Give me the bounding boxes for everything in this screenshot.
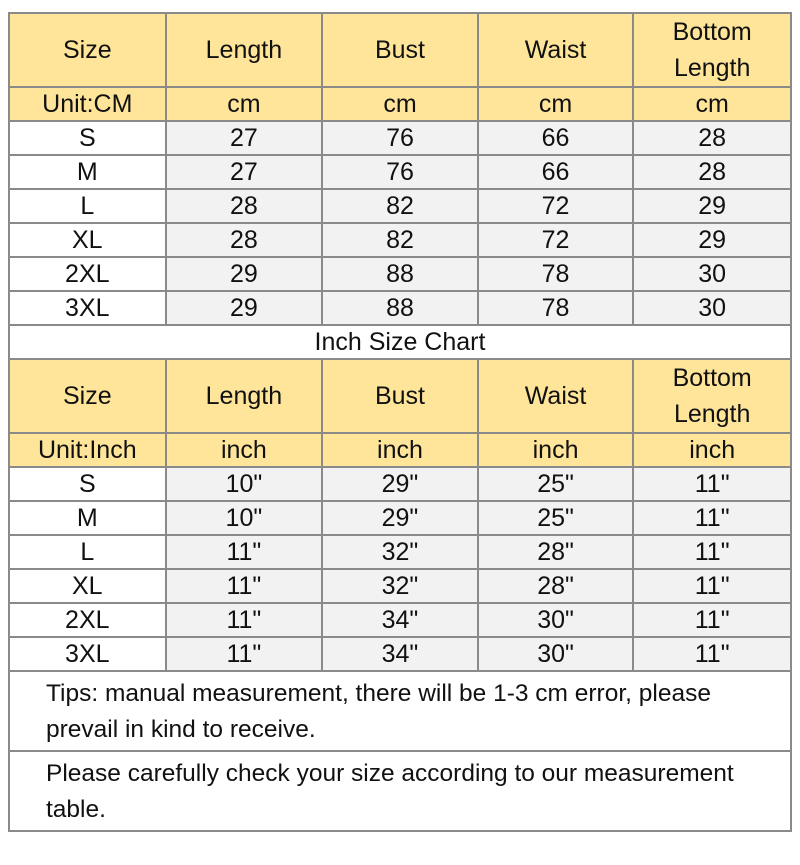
waist-cell: 78 xyxy=(478,291,634,325)
bust-cell: 76 xyxy=(322,155,478,189)
length-cell: 10" xyxy=(166,467,323,501)
inch-header-bottom-length: Bottom Length xyxy=(633,359,791,433)
length-cell: 29 xyxy=(166,257,323,291)
bottom-length-cell: 11" xyxy=(633,569,791,603)
table-row xyxy=(9,637,791,671)
inch-header-waist: Waist xyxy=(478,359,634,433)
waist-cell: 78 xyxy=(478,257,634,291)
waist-cell: 28" xyxy=(478,535,634,569)
waist-cell: 25" xyxy=(478,501,634,535)
size-cell: L xyxy=(9,189,166,223)
waist-cell: 30" xyxy=(478,637,634,671)
length-cell: 28 xyxy=(166,223,323,257)
length-cell: 11" xyxy=(166,637,323,671)
size-cell: 2XL xyxy=(9,603,166,637)
table-row xyxy=(9,535,791,569)
length-cell: 27 xyxy=(166,121,323,155)
cm-unit-length: cm xyxy=(166,87,323,121)
inch-header-size: Size xyxy=(9,359,166,433)
bottom-length-cell: 29 xyxy=(633,189,791,223)
check-note-row xyxy=(9,751,791,831)
check-size-note: Please carefully check your size according to our measurement table. xyxy=(9,751,791,831)
length-cell: 11" xyxy=(166,535,323,569)
cm-header-row xyxy=(9,13,791,87)
bust-cell: 32" xyxy=(322,569,478,603)
size-cell: 3XL xyxy=(9,637,166,671)
table-row xyxy=(9,257,791,291)
size-cell: S xyxy=(9,467,166,501)
table-row xyxy=(9,223,791,257)
cm-unit-waist: cm xyxy=(478,87,634,121)
cm-unit-bust: cm xyxy=(322,87,478,121)
size-cell: XL xyxy=(9,569,166,603)
inch-size-chart-caption: Inch Size Chart xyxy=(9,325,791,359)
size-cell: L xyxy=(9,535,166,569)
table-row xyxy=(9,467,791,501)
waist-cell: 72 xyxy=(478,223,634,257)
inch-unit-length: inch xyxy=(166,433,323,467)
bust-cell: 32" xyxy=(322,535,478,569)
table-row xyxy=(9,155,791,189)
size-cell: S xyxy=(9,121,166,155)
table-row xyxy=(9,569,791,603)
size-cell: M xyxy=(9,501,166,535)
inch-unit-row xyxy=(9,433,791,467)
waist-cell: 66 xyxy=(478,121,634,155)
bottom-length-cell: 29 xyxy=(633,223,791,257)
length-cell: 27 xyxy=(166,155,323,189)
bust-cell: 29" xyxy=(322,467,478,501)
bust-cell: 34" xyxy=(322,637,478,671)
size-chart-sheet xyxy=(8,0,792,832)
cm-header-bust: Bust xyxy=(322,13,478,87)
inch-header-row xyxy=(9,359,791,433)
length-cell: 28 xyxy=(166,189,323,223)
bust-cell: 34" xyxy=(322,603,478,637)
waist-cell: 25" xyxy=(478,467,634,501)
cm-header-waist: Waist xyxy=(478,13,634,87)
table-row xyxy=(9,189,791,223)
size-cell: 2XL xyxy=(9,257,166,291)
inch-header-bust: Bust xyxy=(322,359,478,433)
cm-header-bottom-length: Bottom Length xyxy=(633,13,791,87)
length-cell: 10" xyxy=(166,501,323,535)
table-row xyxy=(9,121,791,155)
table-row xyxy=(9,603,791,637)
cm-unit-label: Unit:CM xyxy=(9,87,166,121)
length-cell: 29 xyxy=(166,291,323,325)
bust-cell: 88 xyxy=(322,257,478,291)
size-chart-table xyxy=(8,12,792,832)
table-row xyxy=(9,291,791,325)
bust-cell: 82 xyxy=(322,223,478,257)
cm-header-size: Size xyxy=(9,13,166,87)
bottom-length-cell: 30 xyxy=(633,291,791,325)
size-cell: XL xyxy=(9,223,166,257)
waist-cell: 72 xyxy=(478,189,634,223)
waist-cell: 30" xyxy=(478,603,634,637)
bust-cell: 29" xyxy=(322,501,478,535)
waist-cell: 28" xyxy=(478,569,634,603)
inch-unit-bottom-length: inch xyxy=(633,433,791,467)
inch-header-length: Length xyxy=(166,359,323,433)
inch-unit-label: Unit:Inch xyxy=(9,433,166,467)
length-cell: 11" xyxy=(166,569,323,603)
table-row xyxy=(9,501,791,535)
size-cell: M xyxy=(9,155,166,189)
length-cell: 11" xyxy=(166,603,323,637)
bottom-length-cell: 30 xyxy=(633,257,791,291)
bust-cell: 88 xyxy=(322,291,478,325)
bottom-length-cell: 11" xyxy=(633,501,791,535)
bottom-length-cell: 11" xyxy=(633,603,791,637)
cm-unit-bottom-length: cm xyxy=(633,87,791,121)
bottom-length-cell: 11" xyxy=(633,467,791,501)
bust-cell: 76 xyxy=(322,121,478,155)
cm-unit-row xyxy=(9,87,791,121)
tips-note: Tips: manual measurement, there will be 1-3 cm error, please prevail in kind to receive. xyxy=(9,671,791,751)
bottom-length-cell: 28 xyxy=(633,121,791,155)
inch-unit-waist: inch xyxy=(478,433,634,467)
inch-unit-bust: inch xyxy=(322,433,478,467)
bottom-length-cell: 28 xyxy=(633,155,791,189)
bottom-length-cell: 11" xyxy=(633,535,791,569)
waist-cell: 66 xyxy=(478,155,634,189)
tips-note-row xyxy=(9,671,791,751)
bottom-length-cell: 11" xyxy=(633,637,791,671)
cm-header-length: Length xyxy=(166,13,323,87)
size-cell: 3XL xyxy=(9,291,166,325)
bust-cell: 82 xyxy=(322,189,478,223)
inch-caption-row xyxy=(9,325,791,359)
